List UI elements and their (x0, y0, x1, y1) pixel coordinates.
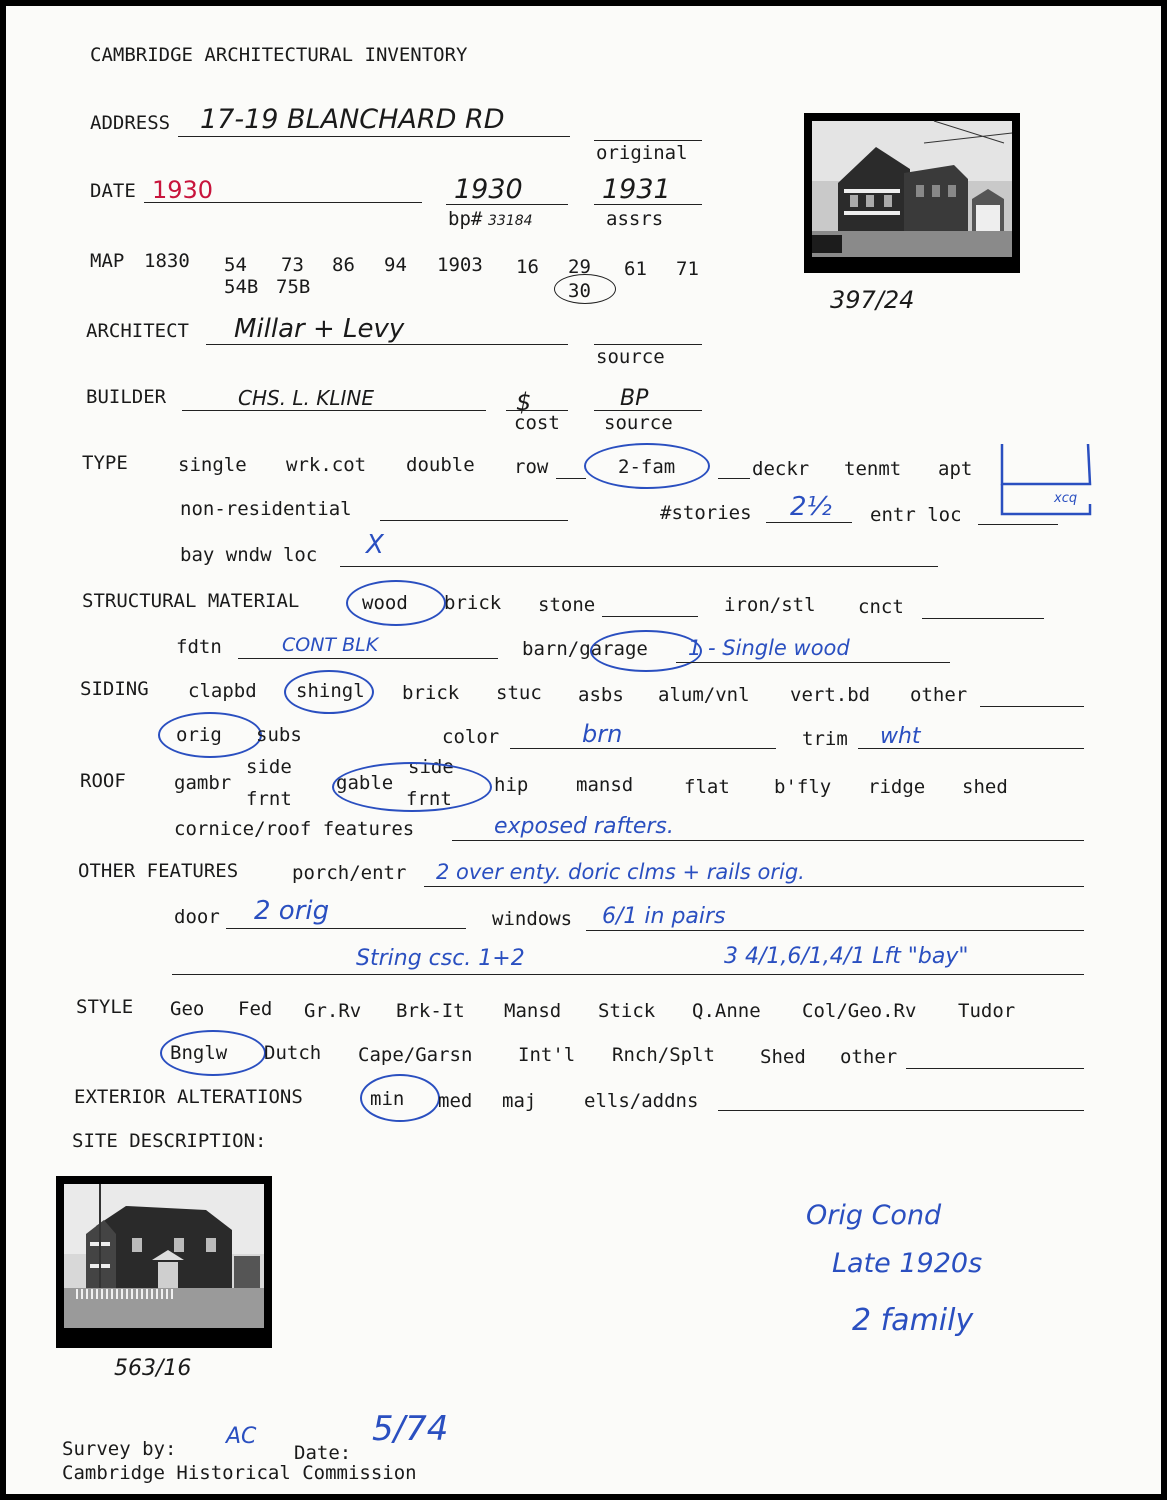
siding-other-underline (980, 706, 1084, 707)
type-option[interactable]: row (514, 456, 549, 478)
original-underline (594, 140, 702, 141)
builder-underline (182, 410, 486, 411)
date-bp-value[interactable]: 1930 (454, 174, 523, 205)
structural-option[interactable]: stone (538, 594, 596, 616)
roof-option-selected[interactable]: gable (336, 772, 394, 794)
style-option[interactable]: Int'l (518, 1044, 576, 1066)
alterations-option[interactable]: ells/addns (584, 1090, 699, 1112)
survey-value[interactable]: AC (226, 1424, 257, 1449)
map-year: 29 (568, 256, 591, 278)
date-bp-underline (446, 204, 568, 205)
porch-label: porch/entr (292, 862, 407, 884)
windows-underline (586, 930, 1084, 931)
roof-option[interactable]: ridge (868, 776, 926, 798)
photo2-caption: 563/16 (114, 1356, 192, 1381)
stories-value[interactable]: 2½ (790, 492, 832, 522)
map-year: 73 (281, 254, 304, 276)
nonres-underline (380, 520, 568, 521)
stories-label: #stories (660, 502, 752, 524)
style-option[interactable]: Col/Geo.Rv (802, 1000, 917, 1022)
siding-option[interactable]: alum/vnl (658, 684, 750, 706)
original-label: original (596, 142, 688, 164)
entr-loc-underline (978, 524, 1058, 525)
siding-option[interactable]: other (910, 684, 968, 706)
site-description-label: SITE DESCRIPTION: (72, 1130, 267, 1152)
roof-gable-frnt-selected[interactable]: frnt (406, 788, 452, 810)
siding-option-selected[interactable]: shingl (296, 680, 365, 702)
alterations-option[interactable]: maj (502, 1090, 537, 1112)
siding-label: SIDING (80, 678, 149, 700)
bp-label: bp# (448, 208, 483, 230)
survey-date-value[interactable]: 5/74 (372, 1409, 449, 1449)
style-other-underline (906, 1068, 1084, 1069)
porch-underline (424, 886, 1084, 887)
type-option[interactable]: apt (938, 458, 973, 480)
siding-option[interactable]: clapbd (188, 680, 257, 702)
orig-selection-circle (158, 712, 262, 758)
style-option[interactable]: Q.Anne (692, 1000, 761, 1022)
style-option[interactable]: Fed (238, 998, 273, 1020)
deckr-underline (718, 478, 750, 479)
style-selection-circle (160, 1030, 266, 1076)
roof-label: ROOF (80, 770, 126, 792)
builder-source-value[interactable]: BP (620, 386, 649, 411)
garage-label: barn/garage (522, 638, 648, 660)
structural-label: STRUCTURAL MATERIAL (82, 590, 300, 612)
style-option-selected[interactable]: Bnglw (170, 1042, 228, 1064)
type-option[interactable]: single (178, 454, 247, 476)
door-value[interactable]: 2 orig (254, 896, 330, 926)
cornice-value[interactable]: exposed rafters. (494, 814, 674, 839)
builder-source-label: source (604, 412, 673, 434)
nonres-label: non-residential (180, 498, 352, 520)
roof-gambr-side[interactable]: side (246, 756, 292, 778)
type-option[interactable]: double (406, 454, 475, 476)
address-label: ADDRESS (90, 112, 171, 134)
entr-loc-label: entr loc (870, 504, 962, 526)
door-label: door (174, 906, 220, 928)
assrs-underline (594, 204, 702, 205)
cost-label: cost (514, 412, 560, 434)
roof-gable-side[interactable]: side (408, 756, 454, 778)
map-year: 86 (332, 254, 355, 276)
style-option[interactable]: other (840, 1046, 898, 1068)
survey-date-label: Date: (294, 1442, 352, 1464)
garage-selection-circle (590, 630, 702, 672)
style-option[interactable]: Stick (598, 1000, 656, 1022)
map-year-circled: 30 (568, 280, 591, 302)
type-row-underline (556, 478, 586, 479)
roof-option[interactable]: b'fly (774, 776, 832, 798)
fdtn-underline (238, 658, 498, 659)
orig-option-selected[interactable]: orig (176, 724, 222, 746)
roof-selection-circle (332, 762, 492, 812)
map-year: 54 (224, 254, 247, 276)
date-value[interactable]: 1930 (152, 176, 214, 204)
other-features-label: OTHER FEATURES (78, 860, 239, 882)
cost-underline (506, 410, 568, 411)
map-year: 61 (624, 258, 647, 280)
address-underline (178, 136, 570, 137)
bay-label: bay wndw loc (180, 544, 318, 566)
stone-underline (602, 616, 698, 617)
style-option[interactable]: Rnch/Splt (612, 1044, 715, 1066)
style-option[interactable]: Dutch (264, 1042, 322, 1064)
date-assrs-value[interactable]: 1931 (602, 174, 671, 205)
door-underline (226, 928, 466, 929)
alterations-selection-circle (360, 1074, 440, 1122)
windows-note-1[interactable]: String csc. 1+2 (356, 946, 525, 971)
architect-source-label: source (596, 346, 665, 368)
color-label: color (442, 726, 500, 748)
style-option[interactable]: Cape/Garsn (358, 1044, 473, 1066)
architect-source-underline (594, 344, 702, 345)
roof-option[interactable]: mansd (576, 774, 634, 796)
siding-selection-circle (284, 670, 374, 714)
siding-option[interactable]: stuc (496, 682, 542, 704)
alterations-option[interactable]: med (438, 1090, 473, 1112)
structural-selection-circle (346, 580, 446, 626)
commission-name: Cambridge Historical Commission (62, 1462, 417, 1484)
trim-label: trim (802, 728, 848, 750)
site-note[interactable]: Orig Cond (806, 1200, 942, 1231)
structural-option[interactable]: iron/stl (724, 594, 816, 616)
siding-option[interactable]: brick (402, 682, 460, 704)
map-year-circle-mark (554, 274, 616, 304)
map-year: 16 (516, 256, 539, 278)
bay-underline (340, 566, 938, 567)
map-label: MAP (90, 250, 125, 272)
building-photo-front (804, 113, 1020, 273)
builder-value[interactable]: CHS. L. KLINE (238, 386, 375, 410)
map-year: 75B (276, 276, 311, 298)
builder-source-underline (594, 410, 702, 411)
style-option[interactable]: Geo (170, 998, 205, 1020)
type-option-selected[interactable]: 2-fam (618, 456, 676, 478)
builder-label: BUILDER (86, 386, 167, 408)
alterations-label: EXTERIOR ALTERATIONS (74, 1086, 303, 1108)
architect-label: ARCHITECT (86, 320, 189, 342)
garage-underline (676, 662, 950, 663)
inventory-form-sheet (6, 6, 1161, 1494)
structural-option-selected[interactable]: wood (362, 592, 408, 614)
form-title: CAMBRIDGE ARCHITECTURAL INVENTORY (90, 44, 468, 66)
date-label: DATE (90, 180, 136, 202)
alterations-option-selected[interactable]: min (370, 1088, 405, 1110)
garage-value[interactable]: 1 - Single wood (688, 636, 850, 660)
roof-option[interactable]: shed (962, 776, 1008, 798)
type-option[interactable]: deckr (752, 458, 810, 480)
site-note[interactable]: Late 1920s (832, 1248, 983, 1279)
porch-value[interactable]: 2 over enty. doric clms + rails orig. (436, 860, 805, 884)
fdtn-label: fdtn (176, 636, 222, 658)
style-option[interactable]: Tudor (958, 1000, 1016, 1022)
map-year: 94 (384, 254, 407, 276)
style-option[interactable]: Gr.Rv (304, 1000, 362, 1022)
roof-option[interactable]: flat (684, 776, 730, 798)
type-option[interactable]: wrk.cot (286, 454, 367, 476)
trim-value[interactable]: wht (880, 724, 921, 749)
windows-note-2[interactable]: 3 4/1,6/1,4/1 Lft "bay" (724, 944, 969, 969)
windows-note-underline (172, 974, 1084, 975)
roof-option[interactable]: gambr (174, 772, 232, 794)
site-note[interactable]: 2 family (852, 1303, 974, 1338)
bay-value[interactable]: X (366, 530, 384, 560)
structural-option[interactable]: brick (444, 592, 502, 614)
cornice-underline (452, 840, 1084, 841)
color-underline (510, 748, 776, 749)
structural-option[interactable]: cnct (858, 596, 904, 618)
style-option[interactable]: Mansd (504, 1000, 562, 1022)
address-value[interactable]: 17-19 BLANCHARD RD (200, 104, 505, 135)
map-year: 1903 (437, 254, 483, 276)
roof-option[interactable]: hip (494, 774, 529, 796)
style-option[interactable]: Shed (760, 1046, 806, 1068)
siding-option[interactable]: asbs (578, 684, 624, 706)
stories-underline (766, 522, 852, 523)
type-selection-circle (584, 443, 710, 489)
map-year: 71 (676, 258, 699, 280)
building-photo-side (56, 1176, 272, 1348)
type-option[interactable]: tenmt (844, 458, 902, 480)
siding-option[interactable]: vert.bd (790, 684, 871, 706)
photo1-caption: 397/24 (830, 286, 915, 314)
map-year: 1830 (144, 250, 190, 272)
map-year: 54B (224, 276, 259, 298)
style-label: STYLE (76, 996, 134, 1018)
svg-text:xcq: xcq (1054, 491, 1078, 506)
architect-value[interactable]: Millar + Levy (234, 314, 405, 344)
fdtn-value[interactable]: CONT BLK (282, 634, 379, 656)
windows-value[interactable]: 6/1 in pairs (602, 904, 726, 929)
architect-underline (206, 344, 568, 345)
survey-label: Survey by: (62, 1438, 177, 1460)
assrs-label: assrs (606, 208, 664, 230)
alterations-underline (718, 1110, 1084, 1111)
type-label: TYPE (82, 452, 128, 474)
cornice-label: cornice/roof features (174, 818, 415, 840)
windows-label: windows (492, 908, 573, 930)
style-option[interactable]: Brk-It (396, 1000, 465, 1022)
subs-option[interactable]: subs (256, 724, 302, 746)
color-value[interactable]: brn (582, 720, 623, 748)
footprint-sketch (994, 438, 1106, 524)
roof-gambr-frnt[interactable]: frnt (246, 788, 292, 810)
bp-number[interactable]: 33184 (488, 213, 533, 229)
cost-value[interactable]: $ (516, 388, 532, 416)
cnct-underline (922, 618, 1044, 619)
